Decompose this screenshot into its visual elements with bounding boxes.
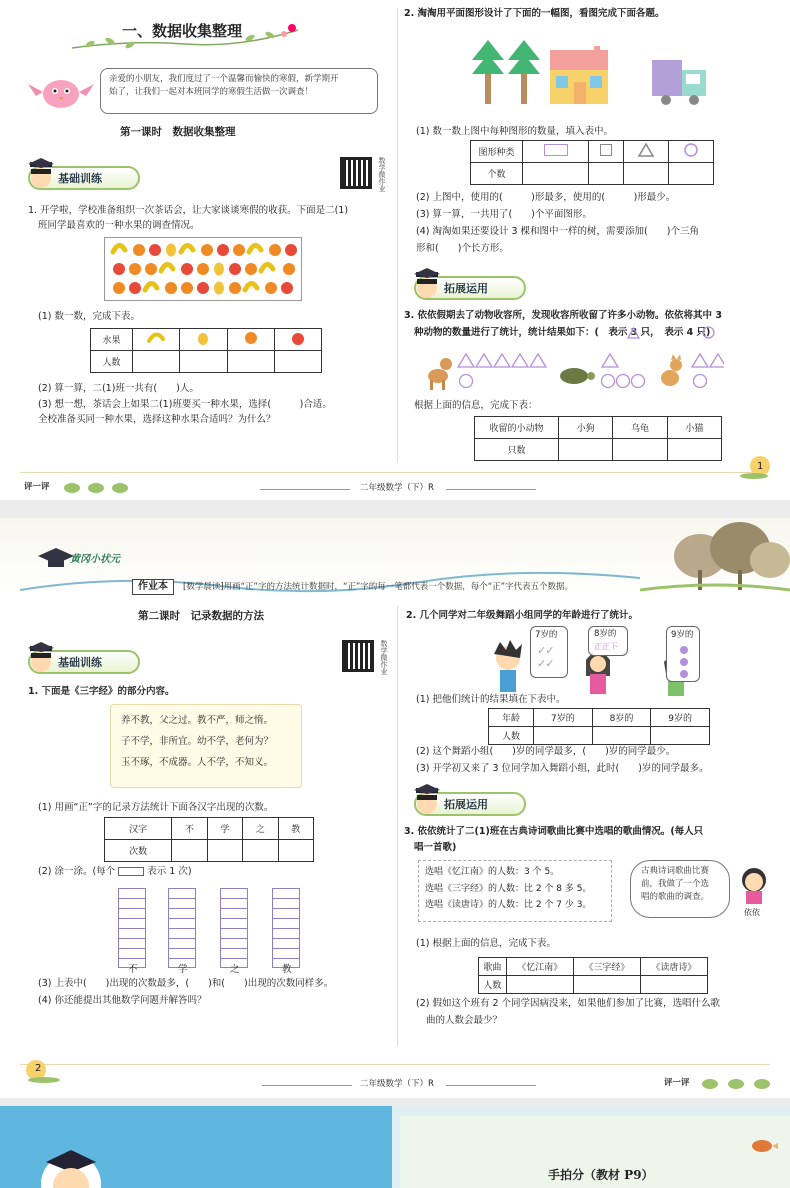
sign-8-marks: 正正下 [594, 642, 618, 651]
tree-icon [508, 40, 540, 104]
boy-icon [494, 640, 522, 692]
legend-triangle-icon [627, 327, 640, 339]
q1-text-1: 1. 开学啦，学校准备组织一次茶话会，让大家谈谈寒假的收获。下面是二(1) [28, 205, 349, 216]
fruit-icons [105, 238, 301, 300]
footer-line [446, 489, 536, 490]
cat-icon [661, 354, 682, 386]
sign-9 [666, 626, 700, 682]
q1-sub4: (4) 你还能提出其他数学问题并解答吗？ [38, 995, 207, 1006]
dog-icon [428, 358, 452, 390]
table-row [489, 709, 710, 727]
footer-right: 评一评 [664, 1078, 690, 1088]
square-icon [589, 141, 623, 163]
q1-sub2-suffix: 表示 1 次) [147, 866, 192, 877]
pear-icon [180, 329, 227, 351]
q2-sub2: (2) 这个舞蹈小组( )岁的同学最多，( )岁的同学最少。 [416, 746, 676, 757]
table-header-count: 人数 [479, 976, 507, 994]
fruit-row-1 [113, 244, 297, 257]
table-header-turtle: 乌龟 [613, 417, 667, 439]
girl-yiyi-icon [734, 864, 774, 904]
bubble-line-3: 唱的歌曲的调查。 [641, 891, 710, 902]
answer-cell[interactable] [274, 351, 321, 373]
table-row [475, 439, 722, 461]
poem-line-2: 子不学，非所宜。幼不学，老何为？ [121, 735, 274, 747]
orange-icon [227, 329, 274, 351]
shape-count-table [470, 140, 714, 185]
sign-7-label: 7岁的 [535, 630, 558, 640]
tree-icon [472, 40, 504, 104]
bar-label-bu: 不 [128, 964, 138, 975]
apple-icon [274, 329, 321, 351]
page-gap [0, 1098, 790, 1106]
q2-text: 2. 几个同学对二年级舞蹈小组同学的年龄进行了统计。 [406, 610, 639, 621]
banner-tip: [数学晨读]用画“正”字的方法统计数据时，“正”字的每一笔都代表一个数据，每个“正”字代表五个数据。 [183, 582, 574, 592]
q2-sub2: (2) 上图中，使用的( )形最多，使用的( )形最少。 [416, 192, 676, 203]
banner-logo: 黄冈小状元 [70, 554, 120, 565]
answer-cell[interactable] [668, 163, 713, 185]
graduation-cap-icon [38, 546, 74, 572]
student-hat-icon [412, 268, 442, 302]
badge-extended [414, 792, 526, 816]
table-header-cat: 小猫 [667, 417, 721, 439]
sign-9-label: 9岁的 [671, 630, 694, 640]
q1-sub2 [38, 866, 192, 877]
qr-label: 数学微作业 [380, 640, 388, 675]
lesson-title: 第二课时 记录数据的方法 [138, 610, 264, 622]
intro-line-1: 亲爱的小朋友，我们度过了一个温馨而愉快的寒假，新学期开 [109, 74, 339, 84]
table-row [105, 818, 314, 840]
table-row [479, 958, 708, 976]
yiyi-bubble [630, 860, 730, 918]
table-header-sanzijing: 《三字经》 [573, 958, 640, 976]
table-header-age: 年龄 [489, 709, 534, 727]
bar-label-xue: 学 [178, 964, 188, 975]
answer-cell[interactable] [207, 840, 242, 862]
answer-cell[interactable] [559, 439, 613, 461]
age-count-table [488, 708, 710, 745]
sign-8-label: 8岁的 [594, 629, 617, 639]
intro-bubble [100, 68, 378, 114]
q3-sub1: (1) 根据上面的信息，完成下表。 [416, 938, 556, 949]
dog-triangles [458, 354, 546, 388]
q2-sub4-2: 形和( )个长方形。 [416, 243, 509, 254]
table-header-count: 次数 [105, 840, 172, 862]
table-header-count: 人数 [489, 727, 534, 745]
bar-column-bu[interactable] [118, 888, 146, 968]
answer-cell[interactable] [243, 840, 278, 862]
answer-cell[interactable] [180, 351, 227, 373]
table-header-count: 只数 [475, 439, 559, 461]
poem-line-1: 养不教，父之过。教不严，师之惰。 [121, 715, 274, 726]
rectangle-icon [523, 141, 589, 163]
fruit-row-3 [113, 282, 293, 295]
answer-cell[interactable] [613, 439, 667, 461]
poem-line-3: 玉不琢，不成器。人不学，不知义。 [121, 756, 274, 768]
bar-column-zhi[interactable] [220, 888, 248, 968]
snail-icon [22, 1058, 62, 1084]
banner-label: 作业本 [132, 579, 174, 595]
truck-icon [652, 60, 706, 105]
bar-column-xue[interactable] [168, 888, 196, 968]
table-row [91, 329, 322, 351]
workbook-page-2 [0, 518, 790, 1098]
bar-label-zhi: 之 [230, 964, 240, 975]
badge-extended-label: 拓展运用 [444, 282, 488, 295]
sign-8 [588, 626, 628, 656]
q2-sub4-1: (4) 淘淘如果还要设计 3 棵和图中一样的树，需要添加( )个三角 [416, 226, 699, 237]
girl-icon [586, 651, 610, 694]
note-line-3: 选唱《读唐诗》的人数：比 2 个 7 少 3。 [425, 900, 592, 911]
badge-extended-label: 拓展运用 [444, 798, 488, 811]
q2-sub3: (3) 开学初又来了 3 位同学加入舞蹈小组，此时( )岁的同学最多。 [416, 763, 709, 774]
check-marks-icon: ✓✓ ✓✓ [537, 644, 554, 671]
table-header-fruit: 水果 [91, 329, 133, 351]
student-hat-icon [412, 784, 442, 818]
q1-sub1: (1) 用画“正”字的记录方法统计下面各汉字出现的次数。 [38, 802, 274, 813]
unit-swatch-icon [118, 867, 144, 876]
table-header-yijiangnan: 《忆江南》 [506, 958, 573, 976]
badge-basic-label: 基础训练 [58, 656, 102, 669]
poem-box [110, 704, 302, 788]
cat-shapes [692, 354, 724, 388]
bubble-line-1: 古典诗词歌曲比赛 [641, 866, 710, 876]
answer-cell[interactable] [573, 976, 640, 994]
q3-text-1: 3. 依依假期去了动物收容所，发现收容所收留了许多小动物。依依将其中 3 [404, 310, 722, 321]
answer-cell[interactable] [623, 163, 668, 185]
table-header-char: 汉字 [105, 818, 172, 840]
q3-text-1: 3. 依依统计了二(1)班在古典诗词歌曲比赛中选唱的歌曲情况。(每人只 [404, 826, 704, 837]
q1-sub1: (1) 数一数，完成下表。 [38, 311, 140, 322]
song-count-table [478, 957, 708, 994]
q2-sub3: (3) 算一算，一共用了( )个平面图形。 [416, 209, 592, 220]
table-header-7: 7岁的 [534, 709, 593, 727]
answer-cell[interactable] [534, 727, 593, 745]
footer-rule [20, 472, 760, 473]
answer-cell[interactable] [133, 351, 180, 373]
footer-center: 二年级数学（下）R [360, 1079, 434, 1089]
q3-sub2-2: 曲的人数会最少？ [426, 1015, 503, 1026]
qr-label: 数学微作业 [378, 157, 386, 192]
leaf-icons [62, 480, 132, 494]
q1-sub3-2: 全校准备买同一种水果，选择这种水果合适吗？为什么？ [38, 414, 276, 425]
table-header-9: 9岁的 [651, 709, 710, 727]
qr-code[interactable] [342, 640, 374, 672]
animal-tally-picture [424, 350, 724, 394]
table-row [91, 351, 322, 373]
badge-extended [414, 276, 526, 300]
circle-icon [668, 141, 713, 163]
fruit-survey-box [104, 237, 302, 301]
answer-cell[interactable] [278, 840, 313, 862]
q1-sub3: (3) 上表中( )出现的次数最多，( )和( )出现的次数同样多。 [38, 978, 334, 989]
q3-sub: 根据上面的信息，完成下表： [414, 400, 538, 411]
page-number: 1 [757, 461, 764, 472]
answer-cell[interactable] [506, 976, 573, 994]
table-header-song: 歌曲 [479, 958, 507, 976]
table-row [475, 417, 722, 439]
q3-text-2: 种动物的数量进行了统计，统计结果如下：( 表示 3 只， 表示 4 只) [414, 327, 711, 338]
q3-sub2-1: (2) 假如这个班有 2 个同学因病没来，如果他们参加了比赛，选唱什么歌 [416, 998, 721, 1009]
q1-text-2: 班同学最喜欢的一种水果的调查情况。 [38, 220, 200, 231]
badge-basic-label: 基础训练 [58, 172, 102, 185]
girl-name: 依依 [744, 908, 760, 917]
table-header-count: 人数 [91, 351, 133, 373]
q1-sub2-prefix: (2) 涂一涂。(每个 [38, 866, 116, 877]
table-header-animal: 收留的小动物 [475, 417, 559, 439]
answer-cell[interactable] [172, 840, 207, 862]
answer-cell[interactable] [592, 727, 651, 745]
q3-text-2: 唱一首歌) [414, 842, 457, 853]
note-line-2: 选唱《三字经》的人数：比 2 个 8 多 5。 [425, 883, 592, 894]
legend-circle-icon [702, 326, 715, 339]
workbook-page-3 [0, 1106, 790, 1188]
fruit-count-table [90, 328, 322, 373]
table-row [471, 163, 714, 185]
triangle-icon [623, 141, 668, 163]
char-count-table [104, 817, 314, 862]
q2-text: 2. 淘淘用平面图形设计了下面的一幅图，看图完成下面各题。 [404, 8, 665, 19]
fruit-row-2 [113, 263, 295, 276]
turtle-shapes [602, 354, 645, 388]
lesson-title: 第一课时 数据收集整理 [120, 126, 236, 138]
house-icon [550, 46, 608, 104]
footer-rule [20, 1064, 770, 1065]
student-hat-icon [26, 642, 56, 676]
snail-icon [738, 454, 772, 480]
footer-center: 二年级数学（下）R [360, 483, 434, 493]
answer-cell[interactable] [667, 439, 721, 461]
turtle-icon [560, 368, 595, 384]
shape-picture [470, 38, 710, 108]
badge-basic-training [28, 166, 140, 190]
page-number: 2 [35, 1063, 42, 1074]
footer-left: 评一评 [24, 482, 50, 492]
q2-sub1: (1) 把他们统计的结果填在下表中。 [416, 694, 566, 705]
animal-count-table [474, 416, 722, 461]
answer-cell[interactable] [227, 351, 274, 373]
workbook-page-1 [0, 0, 790, 500]
dots-icon [677, 645, 691, 679]
table-header-dutangshi: 《读唐诗》 [640, 958, 707, 976]
table-header-shape: 图形种类 [471, 141, 523, 163]
leaf-icons [700, 1076, 776, 1090]
table-header-count: 个数 [471, 163, 523, 185]
table-row [471, 141, 714, 163]
bar-column-jiao[interactable] [272, 888, 300, 968]
unit-title: 一、数据收集整理 [122, 22, 243, 40]
answer-cell[interactable] [589, 163, 623, 185]
intro-line-2: 始了，让我们一起对本班同学的寒假生活做一次调查！ [109, 86, 314, 97]
table-row [489, 727, 710, 745]
student-hat-icon [26, 158, 56, 192]
table-header-zhi: 之 [243, 818, 278, 840]
table-header-bu: 不 [172, 818, 207, 840]
table-header-8: 8岁的 [592, 709, 651, 727]
table-header-xue: 学 [207, 818, 242, 840]
bubble-line-2: 前，我做了一个选 [641, 878, 710, 889]
table-header-jiao: 教 [278, 818, 313, 840]
table-row [479, 976, 708, 994]
answer-cell[interactable] [640, 976, 707, 994]
column-divider [397, 606, 398, 1046]
table-header-dog: 小狗 [559, 417, 613, 439]
footer-line [446, 1085, 536, 1086]
pink-bird-mascot [26, 72, 96, 112]
q2-sub1: (1) 数一数上图中每种图形的数量，填入表中。 [416, 126, 613, 137]
footer-line [262, 1085, 352, 1086]
note-line-1: 选唱《忆江南》的人数：3 个 5。 [425, 867, 560, 877]
answer-cell[interactable] [523, 163, 589, 185]
page3-title: 手拍分（教材 P9） [548, 1168, 654, 1182]
column-divider [397, 8, 398, 463]
answer-cell[interactable] [651, 727, 710, 745]
q1-sub2: (2) 算一算，二(1)班一共有( )人。 [38, 383, 199, 394]
q1-sub3-1: (3) 想一想，茶话会上如果二(1)班要买一种水果，选择( )合适。 [38, 399, 332, 410]
badge-basic-training [28, 650, 140, 674]
bar-label-jiao: 教 [282, 964, 292, 975]
q1-text: 1. 下面是《三字经》的部分内容。 [28, 686, 175, 697]
banner-scenery [640, 520, 790, 598]
song-notes-box [418, 860, 612, 922]
sign-7 [530, 626, 568, 678]
table-row [105, 840, 314, 862]
banana-icon [133, 329, 180, 351]
bird-icon [748, 1136, 778, 1156]
qr-code[interactable] [340, 157, 372, 189]
student-avatar-icon [36, 1144, 106, 1188]
page-gap [0, 500, 790, 518]
footer-line [260, 489, 350, 490]
